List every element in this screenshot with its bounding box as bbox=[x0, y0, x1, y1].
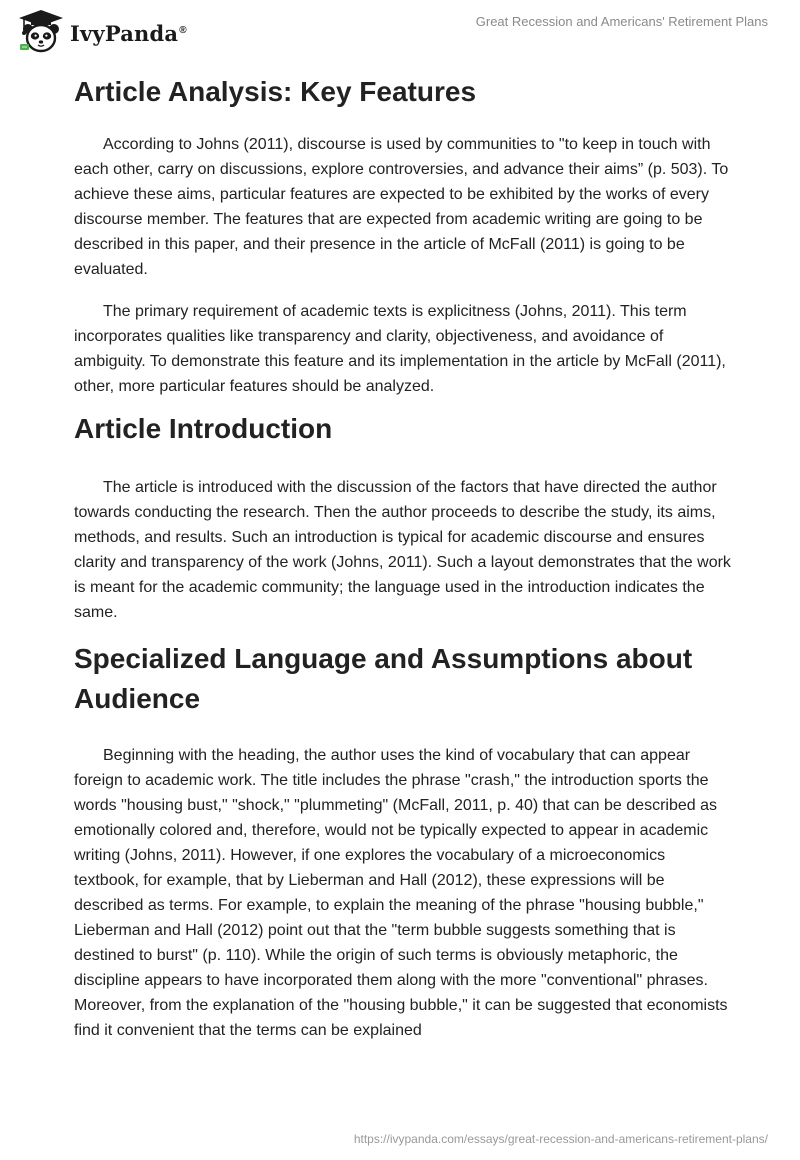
article-body bbox=[74, 70, 734, 1043]
section-heading-specialized-language: Specialized Language and Assumptions about Audience bbox=[74, 643, 693, 714]
page-header bbox=[0, 0, 800, 60]
ivypanda-logo[interactable] bbox=[16, 8, 187, 54]
paragraph: The primary requirement of academic texts is explicitness (Johns, 2011). This term incorporates qualities like transparency and clarity, objectiveness, and avoidance of ambiguity. To demonstrate this feature and its implementation in the article by McFall (2011), other, more particular features should be analyzed. bbox=[74, 303, 726, 395]
paragraph: The article is introduced with the discussion of the factors that have directed the author towards conducting the research. Then the author proceeds to describe the study, its aims, methods, and results. Such an introduction is typical for academic discourse and ensures clarity and transparency of the work (Johns, 2011). Such a layout demonstrates that the work is meant for the academic community; the language used in the introduction indicates the same. bbox=[74, 479, 731, 621]
section-heading-introduction: Article Introduction bbox=[74, 413, 333, 444]
brand-name: IvyPanda® bbox=[70, 20, 187, 46]
source-url[interactable]: https://ivypanda.com/essays/great-recession-and-americans-retirement-plans/ bbox=[353, 1132, 768, 1146]
panda-graduate-icon bbox=[16, 8, 66, 54]
paragraph: According to Johns (2011), discourse is used by communities to "to keep in touch with each other, carry on discussions, explore controversies, and advance their aims” (p. 503). To achieve these aims, particular features are expected to be exhibited by the works of every discourse member. The features that are expected from academic writing are going to be described in this paper, and their presence in the article of McFall (2011) is going to be evaluated. bbox=[74, 136, 729, 278]
paragraph: Beginning with the heading, the author uses the kind of vocabulary that can appear foreign to academic work. The title includes the phrase "crash," the introduction sports the words "housing bust," "shock," "plummeting" (McFall, 2011, p. 40) that can be described as emotionally colored and, therefore, would not be typically expected to appear in academic writing (Johns, 2011). However, if one explores the vocabulary of a microeconomics textbook, for example, that by Lieberman and Hall (2012), these expressions will be described as terms. For example, to explain the meaning of the phrase "housing bubble," Lieberman and Hall (2012) point out that the "term bubble suggests something that is destined to burst" (p. 110). While the origin of such terms is obviously metaphoric, the discipline appears to have incorporated them along with the more "conventional" phrases. Moreover, from the explanation of the "housing bubble," it can be suggested that economists find it convenient that the terms can be explained bbox=[74, 747, 728, 1039]
registered-mark: ® bbox=[179, 24, 187, 36]
running-title: Great Recession and Americans' Retirement Plans bbox=[475, 14, 768, 29]
section-heading-key-features: Article Analysis: Key Features bbox=[74, 76, 477, 107]
